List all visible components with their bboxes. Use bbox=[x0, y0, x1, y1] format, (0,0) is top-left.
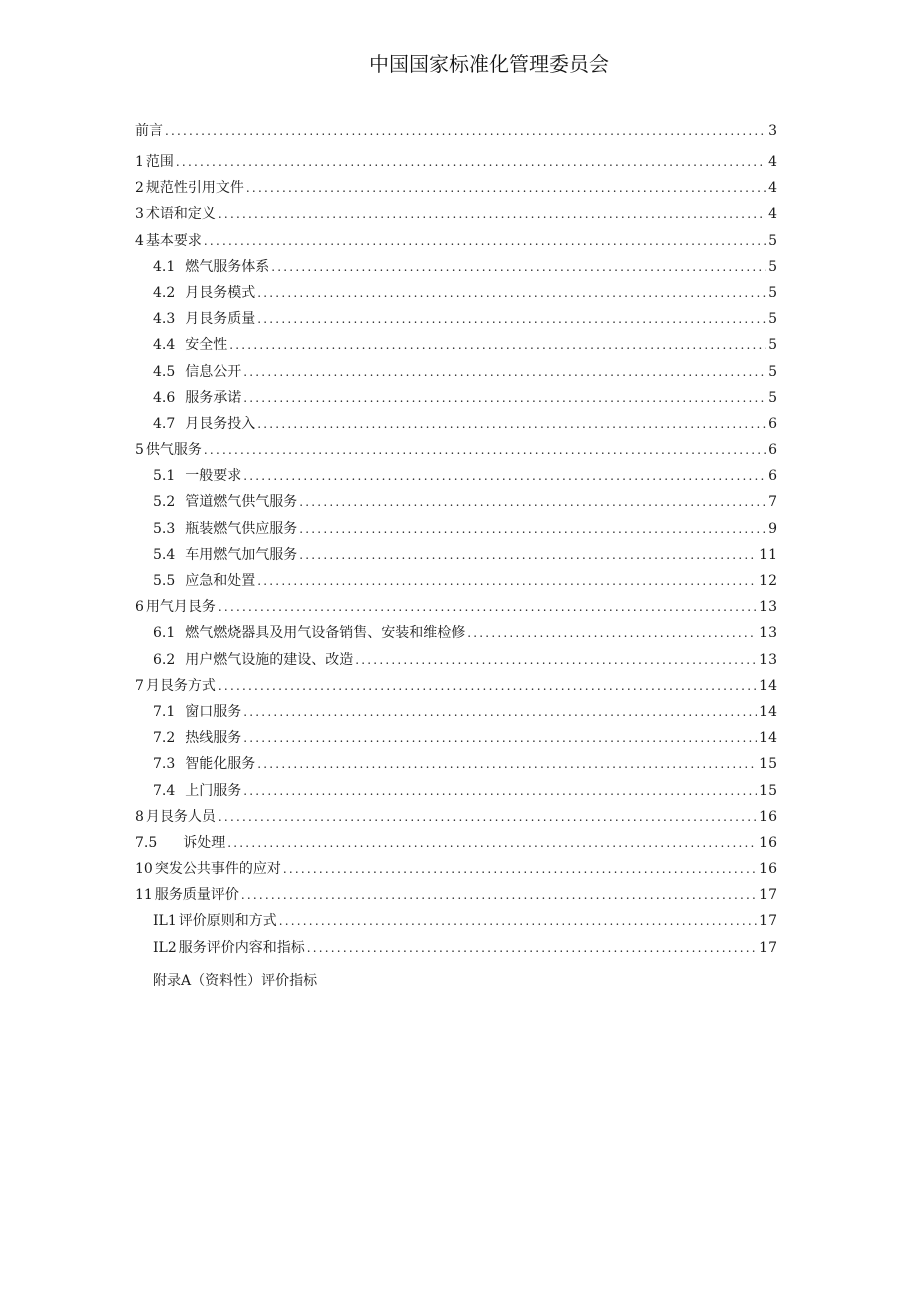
toc-leader-dots bbox=[218, 804, 757, 830]
toc-subentry[interactable] bbox=[135, 359, 777, 385]
toc-entry-title: 瓶装燃气供应服务 bbox=[185, 520, 298, 537]
toc-entry-title: 月艮务投入 bbox=[185, 415, 256, 432]
toc-entry[interactable] bbox=[135, 856, 777, 882]
toc-leader-dots bbox=[246, 175, 766, 201]
toc-subentry[interactable] bbox=[135, 699, 777, 725]
toc-entry-number: 7.3 bbox=[153, 756, 176, 773]
toc-entry-title: 诉处理 bbox=[183, 834, 226, 851]
toc-entry-page: 6 bbox=[768, 442, 777, 459]
toc-leader-dots bbox=[467, 620, 757, 646]
toc-entry[interactable] bbox=[135, 594, 777, 620]
toc-subentry[interactable] bbox=[135, 725, 777, 751]
toc-entry-number: IL2 bbox=[153, 939, 177, 956]
toc-entry-number: 5 bbox=[135, 442, 144, 459]
toc-entry[interactable] bbox=[135, 149, 777, 175]
toc-entry-title: 月艮务人员 bbox=[145, 808, 216, 825]
toc-entry-title: 用户燃气设施的建设、改造 bbox=[185, 651, 354, 668]
toc-subentry[interactable] bbox=[135, 463, 777, 489]
toc-entry[interactable] bbox=[135, 882, 777, 908]
toc-entry-preface[interactable] bbox=[135, 118, 777, 149]
toc-entry-page: 16 bbox=[759, 808, 777, 825]
toc-leader-dots bbox=[257, 280, 766, 306]
toc-entry-number: 11 bbox=[135, 887, 153, 904]
toc-leader-dots bbox=[243, 699, 757, 725]
toc-entry-page: 16 bbox=[759, 834, 777, 851]
toc-entry-number: 4.5 bbox=[153, 363, 176, 380]
toc-entry-number: 6.2 bbox=[153, 651, 176, 668]
toc-subentry[interactable] bbox=[135, 254, 777, 280]
toc-entry-number: 7.1 bbox=[153, 703, 176, 720]
toc-leader-dots bbox=[299, 516, 766, 542]
toc-entry[interactable] bbox=[135, 201, 777, 227]
toc-entry-page: 5 bbox=[768, 232, 777, 249]
toc-entry-title: 评价原则和方式 bbox=[178, 913, 277, 930]
toc-subentry[interactable] bbox=[135, 908, 777, 934]
toc-entry-page: 7 bbox=[768, 494, 777, 511]
toc-entry-title: 安全性 bbox=[185, 337, 228, 354]
toc-subentry[interactable] bbox=[135, 778, 777, 804]
toc-entry[interactable] bbox=[135, 804, 777, 830]
toc-entry-page: 9 bbox=[768, 520, 777, 537]
toc-entry-number: 4 bbox=[135, 232, 144, 249]
toc-entry-number: 5.5 bbox=[153, 573, 176, 589]
toc-entry-page: 4 bbox=[768, 180, 777, 197]
toc-leader-dots bbox=[355, 647, 757, 673]
toc-entry-title: 车用燃气加气服务 bbox=[185, 546, 298, 563]
toc-leader-dots bbox=[243, 359, 766, 385]
page-title: 中国国家标准化管理委员会 bbox=[369, 52, 609, 76]
toc-entry-title: 智能化服务 bbox=[185, 756, 256, 773]
toc-subentry[interactable] bbox=[135, 568, 777, 594]
toc-leader-dots bbox=[299, 542, 757, 568]
toc-entry-page: 5 bbox=[768, 337, 777, 354]
toc-entry-page: 17 bbox=[759, 887, 777, 904]
toc-subentry[interactable] bbox=[135, 620, 777, 646]
toc-subentry[interactable] bbox=[135, 280, 777, 306]
toc-entry-title: 一般要求 bbox=[185, 468, 242, 485]
toc-entry-page: 12 bbox=[759, 573, 777, 589]
toc-entry-page: 14 bbox=[759, 703, 777, 720]
toc-entry-title: 应急和处置 bbox=[185, 573, 256, 589]
toc-entry-title: 服务评价内容和指标 bbox=[178, 939, 305, 956]
toc-entry-page: 5 bbox=[768, 311, 777, 328]
toc-entry-title: 月艮务模式 bbox=[185, 284, 256, 301]
toc-entry-page: 14 bbox=[759, 730, 777, 747]
toc-subentry[interactable] bbox=[135, 647, 777, 673]
toc-leader-dots bbox=[257, 306, 766, 332]
toc-entry-page: 4 bbox=[768, 206, 777, 223]
toc-leader-dots bbox=[307, 935, 757, 961]
toc-leader-dots bbox=[241, 882, 757, 908]
toc-entry-page: 5 bbox=[768, 389, 777, 406]
toc-entry-number: 5.3 bbox=[153, 520, 176, 537]
toc-entry[interactable] bbox=[135, 228, 777, 254]
toc-entry-number: 4.3 bbox=[153, 311, 176, 328]
toc-entry-title: 信息公开 bbox=[185, 363, 242, 380]
toc-entry-page: 13 bbox=[759, 651, 777, 668]
toc-entry-number: 5.4 bbox=[153, 546, 176, 563]
toc-leader-dots bbox=[243, 463, 766, 489]
toc-leader-dots bbox=[218, 201, 766, 227]
toc-leader-dots bbox=[299, 489, 766, 515]
toc-entry-page: 14 bbox=[759, 677, 777, 694]
toc-subentry[interactable] bbox=[135, 489, 777, 515]
toc-leader-dots bbox=[283, 856, 757, 882]
toc-subentry[interactable] bbox=[135, 751, 777, 777]
toc-entry-number: 7 bbox=[135, 677, 144, 694]
toc-entry-title: 规范性引用文件 bbox=[145, 180, 244, 197]
toc-entry-title: 服务承诺 bbox=[185, 389, 242, 406]
toc-entry-page: 4 bbox=[768, 154, 777, 170]
toc-entry-title: 月艮务质量 bbox=[185, 311, 256, 328]
toc-leader-dots bbox=[243, 778, 757, 804]
toc-entry-number: 6.1 bbox=[153, 625, 176, 642]
toc-leader-dots bbox=[257, 411, 766, 437]
toc-entry-number: 3 bbox=[135, 206, 144, 223]
toc-leader-dots bbox=[243, 725, 757, 751]
toc-entry-title: 月艮务方式 bbox=[145, 677, 216, 694]
toc-entry-page: 13 bbox=[759, 625, 777, 642]
toc-entry-page: 15 bbox=[759, 756, 777, 773]
toc-entry-number: 5.1 bbox=[153, 468, 176, 485]
toc-entry-page: 5 bbox=[768, 284, 777, 301]
toc-entry-title: 术语和定义 bbox=[145, 206, 216, 223]
toc-entry-title: 突发公共事件的应对 bbox=[154, 861, 281, 878]
toc-entry[interactable] bbox=[135, 673, 777, 699]
toc-entry-number: 4.2 bbox=[153, 284, 176, 301]
toc-subentry[interactable] bbox=[135, 935, 777, 961]
toc-entry-page: 11 bbox=[759, 546, 777, 563]
toc-entry-number: 4.4 bbox=[153, 337, 176, 354]
toc-leader-dots bbox=[257, 751, 757, 777]
toc-entry-number: 5.2 bbox=[153, 494, 176, 511]
toc-leader-dots bbox=[218, 594, 757, 620]
toc-entry-page: 5 bbox=[768, 363, 777, 380]
toc-entry-number: 7.5 bbox=[135, 834, 158, 851]
toc-entry-number: 4.6 bbox=[153, 389, 176, 406]
toc-leader-dots bbox=[204, 228, 766, 254]
toc-entry-number: 6 bbox=[135, 599, 144, 616]
toc-leader-dots bbox=[165, 118, 766, 144]
toc-entry-title: 用气月艮务 bbox=[145, 599, 216, 616]
toc-leader-dots bbox=[257, 568, 757, 594]
toc-entry-page: 17 bbox=[759, 913, 777, 930]
toc-entry-number: 8 bbox=[135, 808, 144, 825]
toc-leader-dots bbox=[218, 673, 757, 699]
toc-entry-page: 3 bbox=[768, 123, 777, 139]
toc-subentry[interactable] bbox=[135, 385, 777, 411]
toc-subentry[interactable] bbox=[135, 542, 777, 568]
toc-entry-title: 管道燃气供气服务 bbox=[185, 494, 298, 511]
toc-subentry[interactable] bbox=[135, 306, 777, 332]
toc-leader-dots bbox=[271, 254, 766, 280]
toc-entry-number: 10 bbox=[135, 861, 153, 878]
toc-entry-title: 供气服务 bbox=[145, 442, 202, 459]
toc-entry-page: 6 bbox=[768, 415, 777, 432]
toc-leader-dots bbox=[227, 830, 757, 856]
toc-entry-title: 服务质量评价 bbox=[154, 887, 239, 904]
toc-entry-title: 前言 bbox=[135, 123, 163, 139]
toc-leader-dots bbox=[279, 908, 757, 934]
appendix-entry[interactable]: 附录A（资料性）评价指标 bbox=[153, 973, 318, 989]
toc-leader-dots bbox=[229, 332, 766, 358]
toc-entry-number: 4.7 bbox=[153, 415, 176, 432]
toc-subentry[interactable] bbox=[135, 516, 777, 542]
toc-entry[interactable] bbox=[135, 830, 777, 856]
toc-entry[interactable] bbox=[135, 175, 777, 201]
toc-entry-page: 5 bbox=[768, 258, 777, 275]
toc-entry-number: 1 bbox=[135, 154, 144, 170]
toc-subentry[interactable] bbox=[135, 411, 777, 437]
toc-subentry[interactable] bbox=[135, 332, 777, 358]
toc-entry-title: 燃气燃烧器具及用气设备销售、安装和维检修 bbox=[185, 625, 466, 642]
toc-entry-page: 15 bbox=[759, 782, 777, 799]
toc-entry-number: IL1 bbox=[153, 913, 177, 930]
toc-entry-number: 4.1 bbox=[153, 258, 176, 275]
toc-entry-title: 窗口服务 bbox=[185, 703, 242, 720]
toc-entry-number: 2 bbox=[135, 180, 144, 197]
toc-entry-title: 基本要求 bbox=[145, 232, 202, 249]
toc-entry-page: 13 bbox=[759, 599, 777, 616]
toc-entry-page: 17 bbox=[759, 939, 777, 956]
toc-leader-dots bbox=[243, 385, 766, 411]
toc-entry-title: 范围 bbox=[145, 154, 174, 170]
toc-entry-page: 16 bbox=[759, 861, 777, 878]
toc-leader-dots bbox=[204, 437, 766, 463]
toc-entry[interactable] bbox=[135, 437, 777, 463]
toc-entry-number: 7.2 bbox=[153, 730, 176, 747]
toc-entry-title: 热线服务 bbox=[185, 730, 242, 747]
toc-entry-page: 6 bbox=[768, 468, 777, 485]
toc-entry-number: 7.4 bbox=[153, 782, 176, 799]
toc-entry-title: 上门服务 bbox=[185, 782, 242, 799]
table-of-contents bbox=[135, 118, 777, 961]
toc-entry-title: 燃气服务体系 bbox=[185, 258, 270, 275]
toc-leader-dots bbox=[176, 149, 766, 175]
